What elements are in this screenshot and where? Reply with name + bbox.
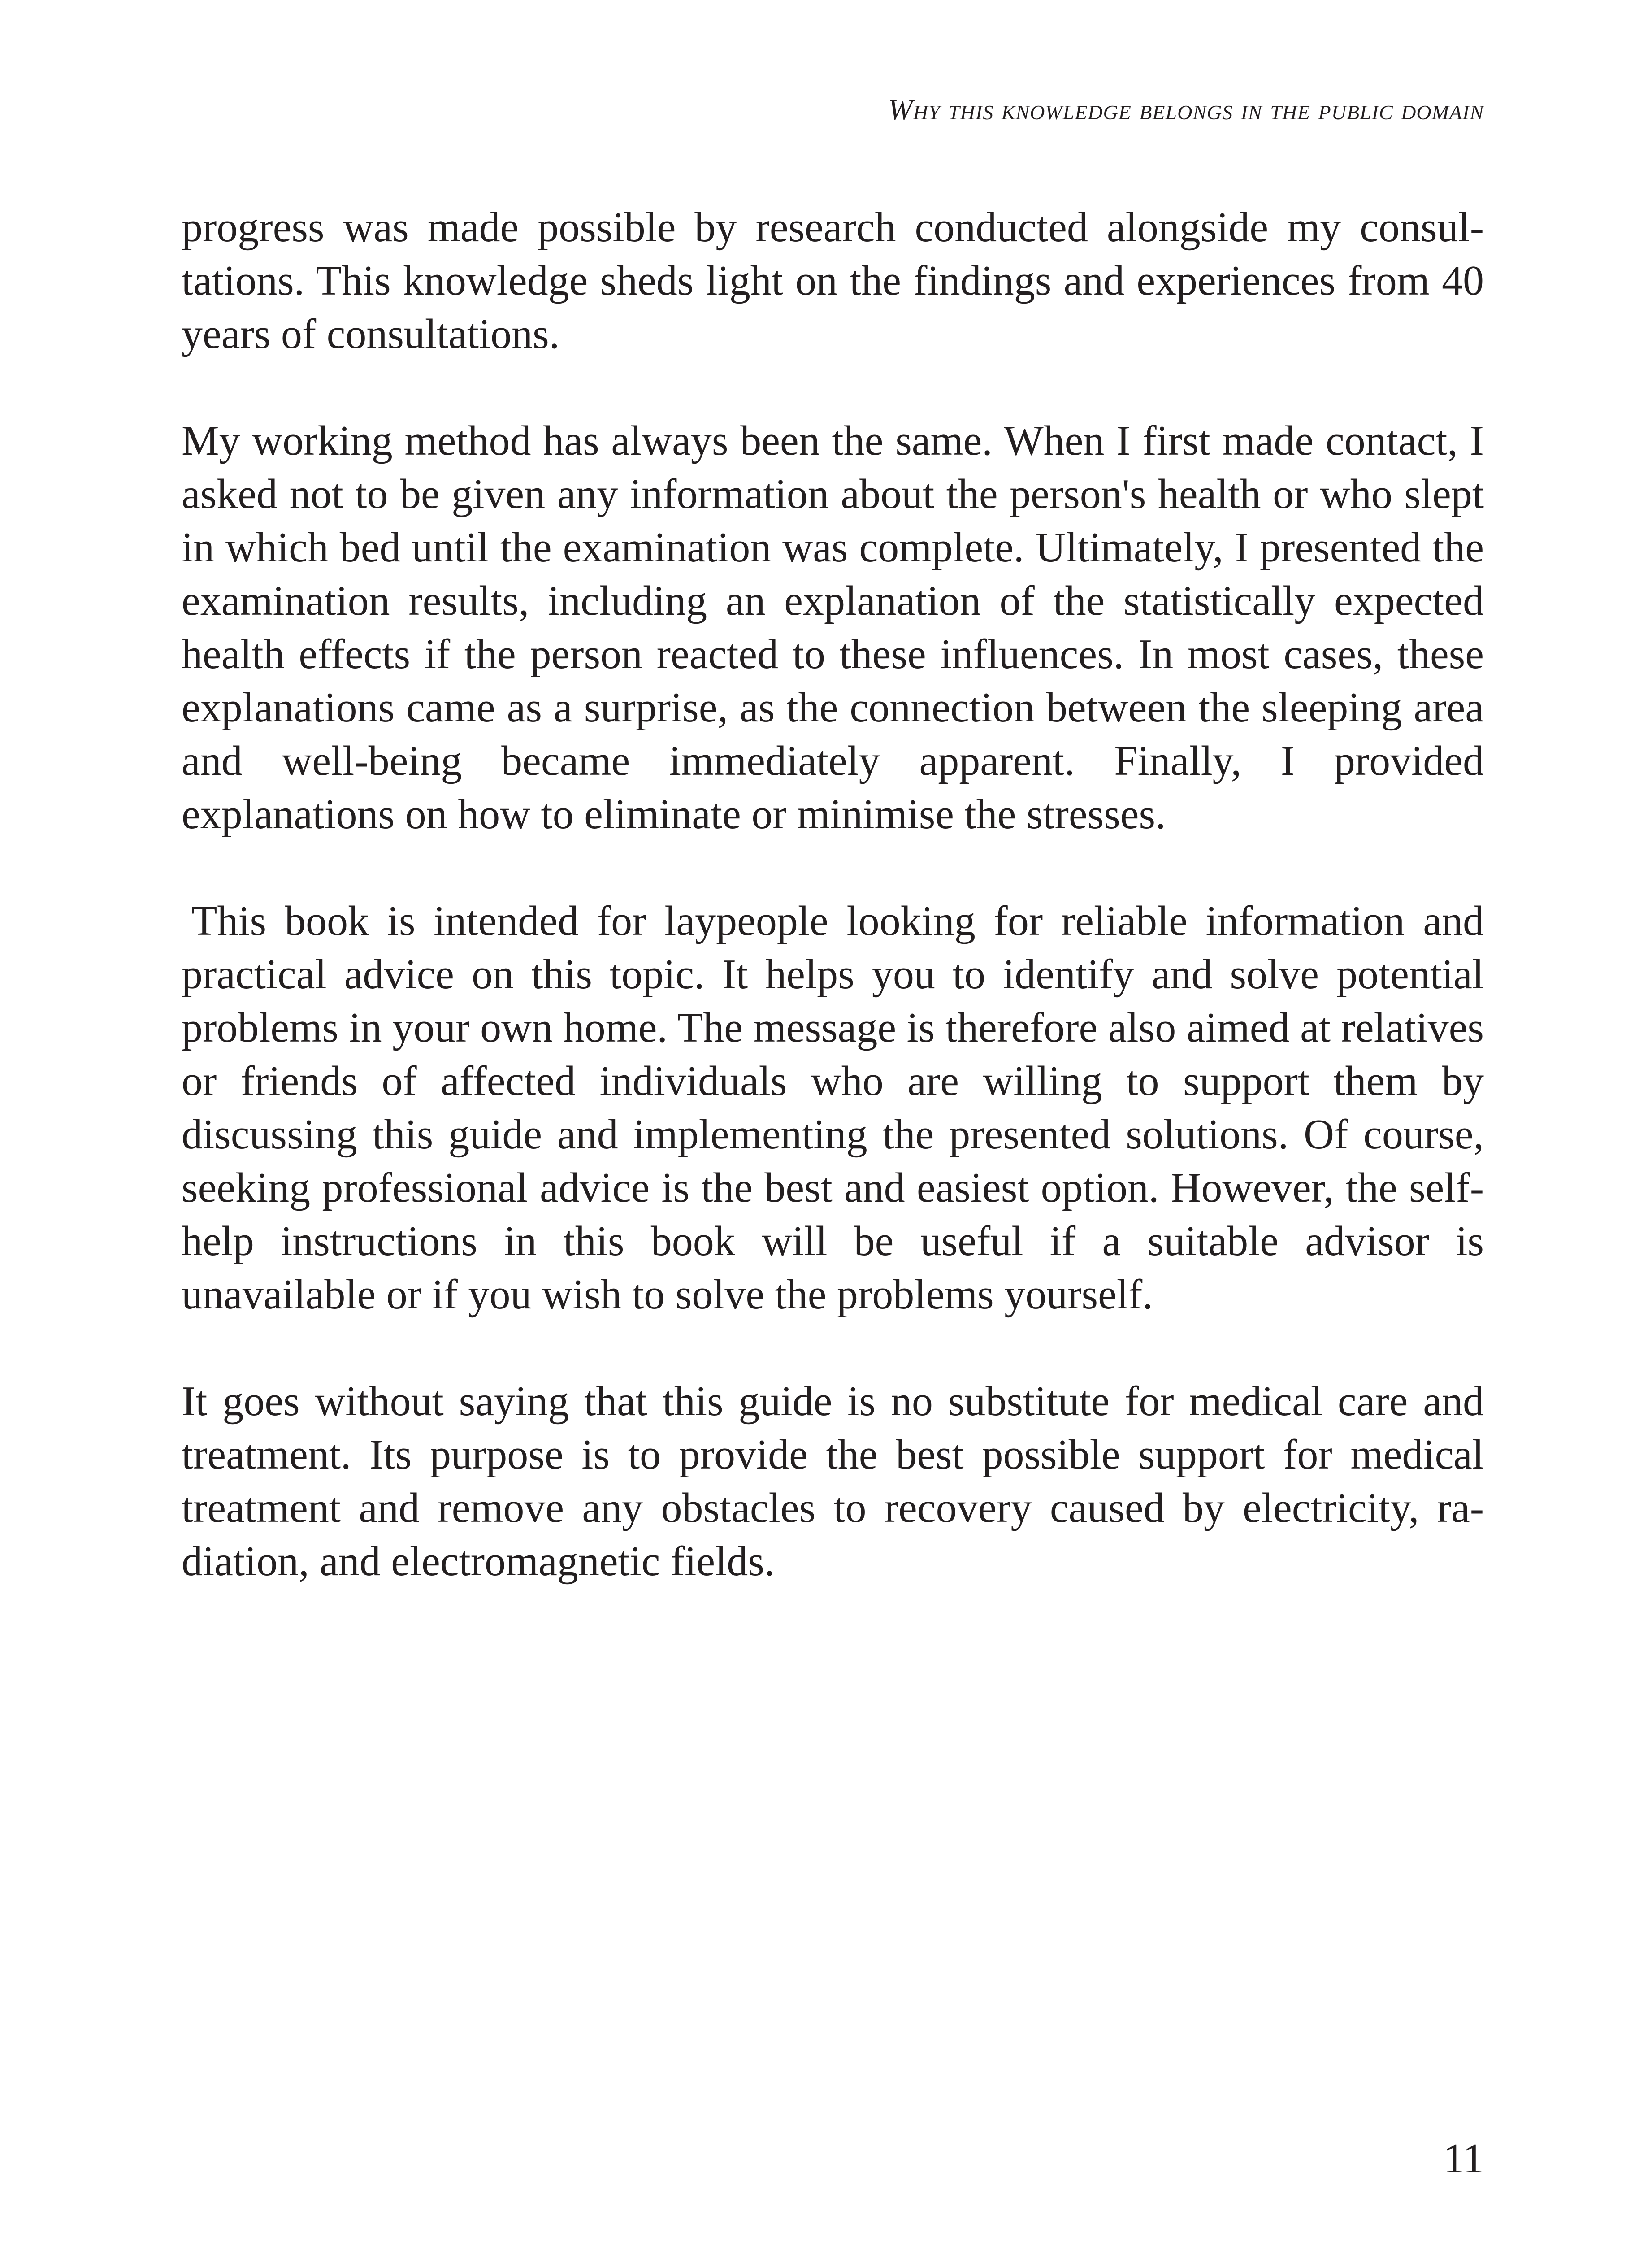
body-text — [182, 201, 1484, 1642]
running-head: Why this knowledge belongs in the public domain — [888, 93, 1484, 126]
paragraph-4: It goes without saying that this guide is no substitute for medical care and treatment. Its purpose is to provide the best possible support for medical treatment and remove any obstacles to recovery caused by electricity, radiation, and electromagnetic fields. — [182, 1378, 1484, 1585]
paragraph-3: This book is intended for laypeople looking for reliable information and practical advice on this topic. It helps you to identify and solve potential problems in your own home. The message is therefore also aimed at relatives or friends of affected individuals who are willing to support them by discussing this guide and implementing the presented solutions. Of course, seeking professional advice is the best and easiest option. However, the self-help instructions in this book will be useful if a suitable advisor is unavailable or if you wish to solve the problems yourself. — [182, 898, 1484, 1318]
paragraph-1: progress was made possible by research conducted alongside my consultations. This knowledge sheds light on the findings and experiences from 40 years of consultations. — [182, 204, 1484, 357]
page-number: 11 — [1443, 2135, 1484, 2182]
paragraph-2: My working method has always been the same. When I first made contact, I asked not to be given any information about the person's health or who slept in which bed until the examination was complete. Ultimately, I presented the examination results, including an explanation of the statistically expected health effects if the person reacted to these influences. In most cases, these explanations came as a surprise, as the connection between the sleeping area and well-being became immediately apparent. Finally, I provided explanations on how to eliminate or minimise the stresses. — [182, 417, 1484, 838]
